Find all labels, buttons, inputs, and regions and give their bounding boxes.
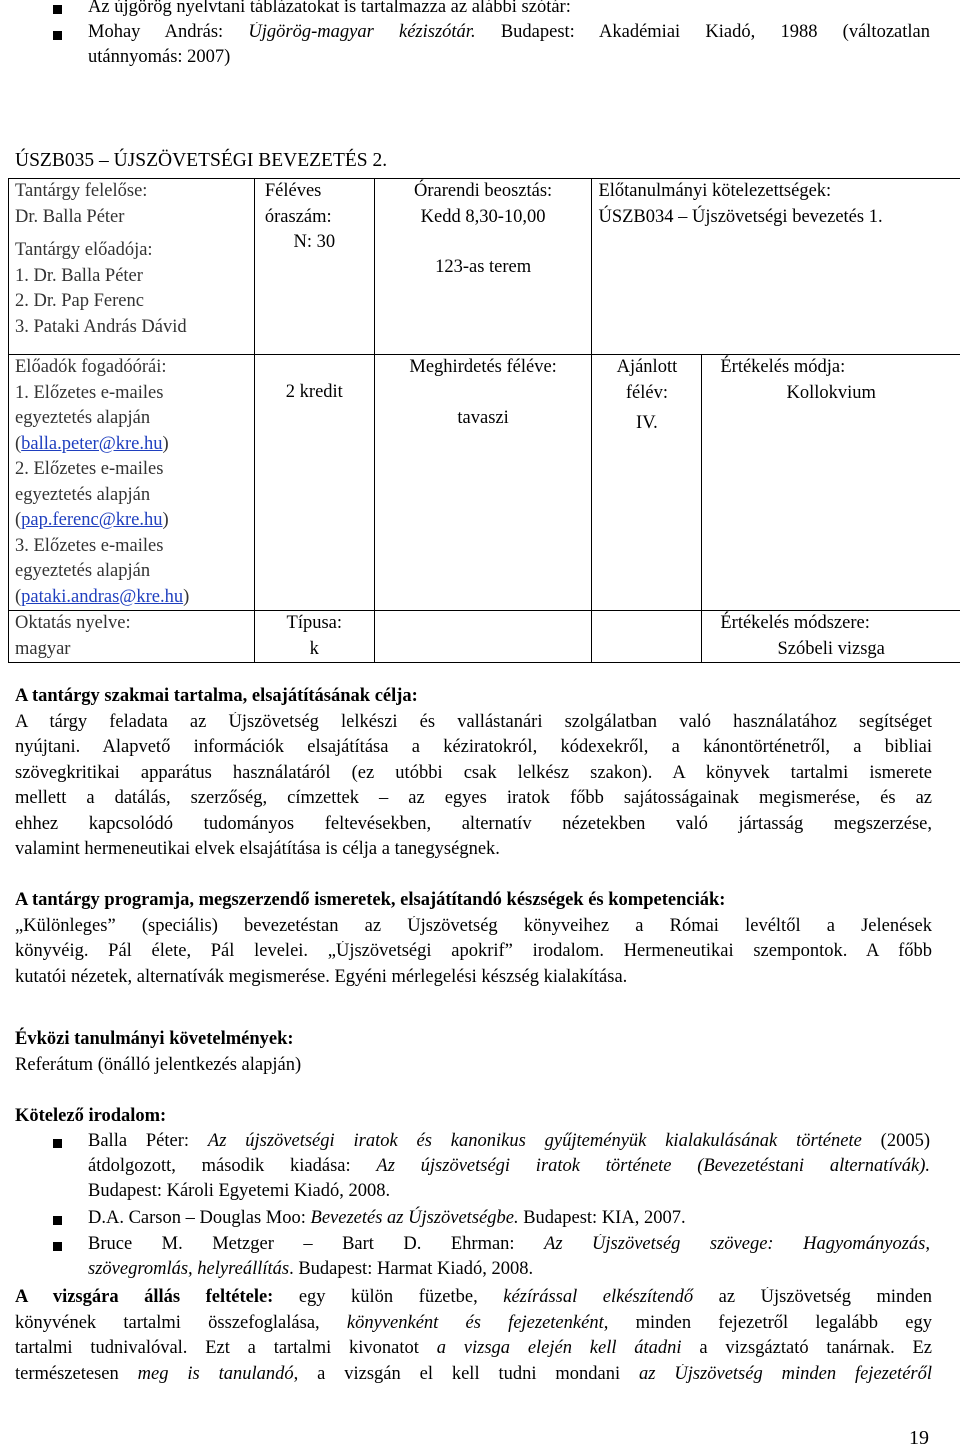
exam-text: az Újszövetség minden bbox=[693, 1287, 932, 1307]
assessment-label: Értékelés módja: bbox=[720, 357, 846, 377]
course-info-table bbox=[8, 178, 960, 663]
office-hours-item: (pap.ferenc@kre.hu) bbox=[15, 510, 169, 530]
email-link[interactable]: pataki.andras@kre.hu bbox=[21, 586, 184, 607]
email-link[interactable]: pap.ferenc@kre.hu bbox=[21, 510, 163, 530]
office-hours-label: Előadók fogadóórái: bbox=[15, 357, 167, 377]
literature-title: szövegromlás, helyreállítás bbox=[88, 1259, 290, 1279]
literature-publisher: Budapest: Károli Egyetemi Kiadó, 2008. bbox=[88, 1181, 391, 1201]
announce-label: Meghirdetés féléve: bbox=[409, 357, 557, 377]
page-number: 19 bbox=[909, 1427, 929, 1449]
literature-title: Bevezetés az Újszövetségbe. bbox=[310, 1208, 519, 1228]
schedule-cell bbox=[374, 179, 592, 355]
room-value: 123-as terem bbox=[435, 257, 532, 277]
literature-heading: Kötelező irodalom: bbox=[15, 1106, 167, 1126]
bullet-icon bbox=[53, 31, 62, 40]
exam-emphasis: kézírással elkészítendő bbox=[503, 1287, 694, 1307]
credit-cell bbox=[254, 355, 374, 611]
office-hours-item: egyeztetés alapján bbox=[15, 484, 151, 505]
schedule-value: Kedd 8,30-10,00 bbox=[420, 206, 546, 227]
literature-author: D.A. Carson – Douglas Moo: bbox=[88, 1208, 311, 1228]
exam-emphasis: könyvenként és fejezetenként bbox=[346, 1313, 604, 1333]
prereq-label: Előtanulmányi kötelezettségek: bbox=[598, 181, 832, 201]
requirements-text: Referátum (önálló jelentkezés alapján) bbox=[15, 1055, 302, 1075]
exam-text: egy külön füzetbe, bbox=[273, 1287, 504, 1307]
assessment-cell bbox=[702, 355, 960, 611]
paragraph-line: kutatói nézetek, alternatívák megismerése. Egyéni mérlegelési készség kialakítása. bbox=[15, 967, 628, 987]
exam-line bbox=[15, 1338, 932, 1363]
office-hours-item: egyeztetés alapján bbox=[15, 408, 151, 428]
exam-line bbox=[15, 1287, 932, 1312]
list-item: Az újgörög nyelvtani táblázatokat is tartalmazza az alábbi szótár: bbox=[88, 0, 571, 17]
paragraph-line: A tárgy feladata az Újszövetség lelkészi és vallástanári szolgálatban való használatához segítséget bbox=[15, 712, 932, 732]
lecturer-item: 1. Dr. Balla Péter bbox=[15, 265, 143, 286]
recommended-label: Ajánlott bbox=[616, 357, 678, 377]
exam-label: A vizsgára állás feltétele: bbox=[15, 1287, 274, 1307]
type-cell bbox=[254, 611, 374, 663]
course-title: ÚSZB035 – ÚJSZÖVETSÉGI BEVEZETÉS 2. bbox=[15, 150, 388, 171]
requirements-heading: Évközi tanulmányi követelmények: bbox=[15, 1029, 294, 1049]
empty-cell bbox=[374, 611, 592, 663]
recommended-cell bbox=[592, 355, 702, 611]
empty-cell bbox=[592, 611, 702, 663]
exam-emphasis: a vizsga elején kell átadni bbox=[436, 1338, 682, 1358]
recommended-label-2: félév: bbox=[625, 382, 668, 403]
method-value: Szóbeli vizsga bbox=[777, 638, 885, 659]
paragraph-line: nyújtani. Alapvető információk elsajátítása a kéziratokról, kódexekről, a kánontörténetről, a bibliai bbox=[15, 737, 932, 757]
office-hours-item: egyeztetés alapján bbox=[15, 561, 151, 581]
language-cell bbox=[9, 611, 255, 663]
bullet-icon bbox=[53, 1216, 62, 1225]
exam-text: természetesen bbox=[15, 1364, 138, 1384]
office-hours-item: 3. Előzetes e-mailes bbox=[15, 535, 164, 556]
exam-text: , a vizsgán el kell tudni mondani bbox=[293, 1364, 640, 1384]
reference-rest: Budapest: Akadémiai Kiadó, 1988 (változatlan bbox=[475, 22, 930, 42]
email-link[interactable]: balla.peter@kre.hu bbox=[21, 433, 163, 454]
lecturer-item: 3. Pataki András Dávid bbox=[15, 316, 187, 337]
office-hours-item: 2. Előzetes e-mailes bbox=[15, 459, 164, 479]
content-heading: A tantárgy szakmai tartalma, elsajátításának célja: bbox=[15, 686, 418, 706]
reference-author: Mohay András: bbox=[88, 22, 249, 42]
recommended-value: IV. bbox=[636, 413, 658, 433]
announce-cell bbox=[374, 355, 592, 611]
program-heading: A tantárgy programja, megszerzendő ismeretek, elsajátítandó készségek és kompetenciák: bbox=[15, 890, 726, 910]
prereq-value: ÚSZB034 – Újszövetségi bevezetés 1. bbox=[598, 206, 883, 227]
literature-author: Bruce M. Metzger – Bart D. Ehrman: bbox=[88, 1234, 545, 1254]
literature-title: Az újszövetségi iratok és kanonikus gyűjteményük kialakulásának története bbox=[207, 1131, 862, 1151]
exam-emphasis: az Újszövetség minden fejezetéről bbox=[639, 1364, 932, 1384]
literature-item bbox=[88, 1131, 930, 1202]
paragraph-line: szövegkritikai apparátus használatáról (ez utóbbi csak lelkész szakon). A könyvek tartalmi ismerete bbox=[15, 763, 932, 783]
literature-publisher: . Budapest: Harmat Kiadó, 2008. bbox=[289, 1259, 534, 1279]
type-value: k bbox=[309, 638, 319, 659]
paragraph-line: „Különleges” (speciális) bevezetéstan az Újszövetség könyveihez a Római levéltől a Jelenések bbox=[15, 916, 932, 936]
literature-text: átdolgozott, második kiadása: bbox=[88, 1156, 377, 1176]
office-hours-item: (pataki.andras@kre.hu) bbox=[15, 586, 190, 607]
paragraph-line: valamint hermeneutikai elvek elsajátítása is célja a tanegységnek. bbox=[15, 839, 500, 859]
paragraph-line: ehhez kapcsolódó tudományos feltevésekben, alternatív nézetekben való jártasság megszerzése, bbox=[15, 814, 932, 834]
literature-item bbox=[88, 1208, 686, 1229]
exam-text: könyvének tartalmi összefoglalása, bbox=[15, 1313, 347, 1333]
lecturers-label: Tantárgy előadója: bbox=[15, 240, 153, 260]
literature-author: Balla Péter: bbox=[88, 1131, 208, 1151]
bullet-icon bbox=[53, 1139, 62, 1148]
paragraph-line: mellett a datálás, szerzőség, címzettek – az egyes iratok főbb sajátosságainak megismerése, és az bbox=[15, 788, 932, 808]
paragraph-line: könyvéig. Pál élete, Pál levelei. „Újszövetségi apokrif” irodalom. Hermeneutikai szempontok. A főbb bbox=[15, 941, 932, 961]
literature-title: Az Újszövetség szövege: Hagyományozás, bbox=[544, 1234, 930, 1254]
prereq-cell bbox=[592, 179, 960, 355]
literature-item bbox=[88, 1234, 930, 1280]
hours-label-2: óraszám: bbox=[264, 206, 332, 227]
literature-year: (2005) bbox=[861, 1131, 930, 1151]
hours-cell bbox=[254, 179, 374, 355]
exam-line bbox=[15, 1364, 932, 1389]
office-hours-item: 1. Előzetes e-mailes bbox=[15, 382, 164, 403]
list-item-continuation: utánnyomás: 2007) bbox=[88, 47, 231, 67]
schedule-label: Órarendi beosztás: bbox=[414, 181, 553, 201]
list-item bbox=[88, 22, 930, 47]
exam-line bbox=[15, 1313, 932, 1338]
literature-title: Az újszövetségi iratok története (Bevezetéstani alternatívák). bbox=[376, 1156, 930, 1176]
hours-label: Féléves bbox=[264, 181, 322, 201]
bullet-icon bbox=[53, 5, 62, 14]
credit-value: 2 kredit bbox=[285, 382, 343, 402]
assessment-value: Kollokvium bbox=[786, 382, 876, 403]
literature-publisher: Budapest: KIA, 2007. bbox=[518, 1208, 686, 1228]
hours-value: N: 30 bbox=[293, 232, 336, 252]
responsible-label: Tantárgy felelőse: bbox=[15, 181, 148, 201]
language-value: magyar bbox=[15, 638, 71, 659]
announce-value: tavaszi bbox=[457, 407, 509, 428]
method-label: Értékelés módszere: bbox=[720, 613, 870, 633]
method-cell bbox=[702, 611, 960, 663]
office-hours-item: (balla.peter@kre.hu) bbox=[15, 433, 169, 454]
office-hours-cell bbox=[9, 355, 255, 611]
language-label: Oktatás nyelve: bbox=[15, 613, 131, 633]
lecturer-item: 2. Dr. Pap Ferenc bbox=[15, 291, 144, 311]
exam-text: tartalmi tudnivalóval. Ezt a tartalmi kivonatot bbox=[15, 1338, 437, 1358]
exam-text: , minden fejezetről legalább egy bbox=[603, 1313, 932, 1333]
type-label: Típusa: bbox=[286, 613, 343, 633]
reference-title: Újgörög-magyar kéziszótár. bbox=[248, 22, 476, 42]
bullet-icon bbox=[53, 1242, 62, 1251]
responsible-value: Dr. Balla Péter bbox=[15, 206, 125, 227]
exam-text: a vizsgáztató tanárnak. Ez bbox=[681, 1338, 932, 1358]
responsible-cell bbox=[9, 179, 255, 355]
exam-emphasis: meg is tanulandó bbox=[137, 1364, 294, 1384]
